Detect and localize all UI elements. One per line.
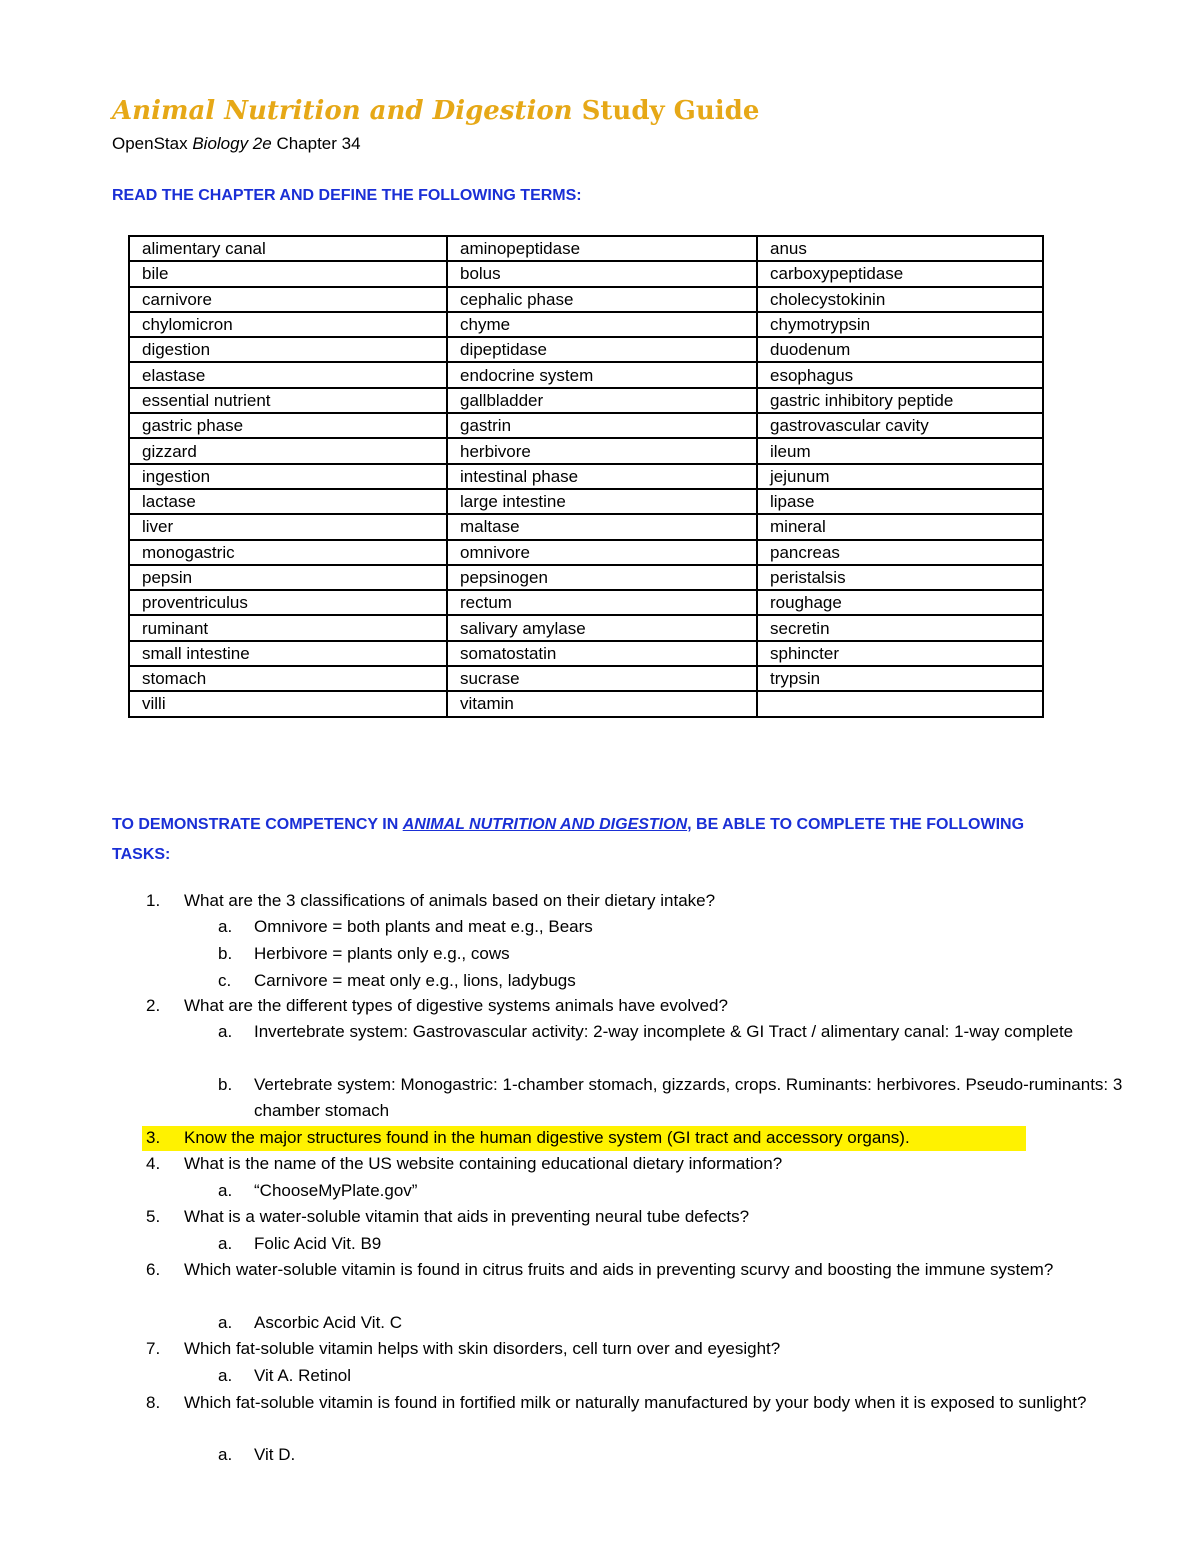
term-cell: bile <box>129 261 447 286</box>
terms-row <box>129 489 1043 514</box>
term-cell: large intestine <box>447 489 757 514</box>
term-cell: lactase <box>129 489 447 514</box>
term-cell: liver <box>129 514 447 539</box>
term-cell: ingestion <box>129 464 447 489</box>
task-number: 3. <box>146 1128 161 1147</box>
term-cell: carnivore <box>129 287 447 312</box>
tasks-heading-pre: TO DEMONSTRATE COMPETENCY IN <box>112 816 403 833</box>
term-cell: gastrin <box>447 413 757 438</box>
term-cell: gastric inhibitory peptide <box>757 388 1043 413</box>
answer-letter: a. <box>218 917 233 936</box>
term-cell: chyme <box>447 312 757 337</box>
subtitle-chapter: Chapter 34 <box>271 134 361 153</box>
answer-text: Carnivore = meat only e.g., lions, ladybugs <box>254 971 576 990</box>
task-number: 5. <box>146 1207 161 1226</box>
subtitle-book: Biology 2e <box>192 134 272 153</box>
term-cell: gallbladder <box>447 388 757 413</box>
terms-row <box>129 362 1043 387</box>
term-cell <box>757 691 1043 716</box>
task-text: What is the name of the US website containing educational dietary information? <box>184 1154 783 1173</box>
terms-row <box>129 641 1043 666</box>
term-cell: alimentary canal <box>129 236 447 261</box>
term-cell: sucrase <box>447 666 757 691</box>
terms-row <box>129 691 1043 716</box>
task-text: What are the 3 classifications of animals based on their dietary intake? <box>184 891 716 910</box>
term-cell: cholecystokinin <box>757 287 1043 312</box>
term-cell: aminopeptidase <box>447 236 757 261</box>
task-number: 2. <box>146 996 161 1015</box>
page-title <box>112 96 759 126</box>
terms-row <box>129 388 1043 413</box>
term-cell: gastric phase <box>129 413 447 438</box>
answer-text: Vertebrate system: Monogastric: 1-chamber stomach, gizzards, crops. Ruminants: herbivores. Pseudo-ruminants: 3 chamber stomach <box>254 1075 1123 1120</box>
term-cell: endocrine system <box>447 362 757 387</box>
term-cell: chylomicron <box>129 312 447 337</box>
answer-text: Ascorbic Acid Vit. C <box>254 1313 403 1332</box>
answer-text: “ChooseMyPlate.gov” <box>254 1181 418 1200</box>
term-cell: proventriculus <box>129 590 447 615</box>
terms-row <box>129 413 1043 438</box>
term-cell: somatostatin <box>447 641 757 666</box>
terms-row <box>129 236 1043 261</box>
terms-row <box>129 464 1043 489</box>
term-cell: villi <box>129 691 447 716</box>
terms-row <box>129 312 1043 337</box>
terms-row <box>129 666 1043 691</box>
term-cell: digestion <box>129 337 447 362</box>
task-number: 7. <box>146 1339 161 1358</box>
answer-text: Omnivore = both plants and meat e.g., Bears <box>254 917 593 936</box>
task-text: What is a water-soluble vitamin that aids in preventing neural tube defects? <box>184 1207 750 1226</box>
term-cell: secretin <box>757 615 1043 640</box>
term-cell: trypsin <box>757 666 1043 691</box>
term-cell: dipeptidase <box>447 337 757 362</box>
terms-row <box>129 438 1043 463</box>
terms-heading: READ THE CHAPTER AND DEFINE THE FOLLOWING TERMS: <box>112 187 582 204</box>
term-cell: pepsinogen <box>447 565 757 590</box>
term-cell: monogastric <box>129 540 447 565</box>
subtitle <box>112 134 361 154</box>
answer-text: Herbivore = plants only e.g., cows <box>254 944 510 963</box>
term-cell: anus <box>757 236 1043 261</box>
answer-letter: a. <box>218 1445 233 1464</box>
answer-letter: a. <box>218 1234 233 1253</box>
terms-table <box>128 235 1044 718</box>
task-number: 8. <box>146 1393 161 1412</box>
terms-row <box>129 565 1043 590</box>
term-cell: lipase <box>757 489 1043 514</box>
term-cell: pancreas <box>757 540 1043 565</box>
answer-letter: a. <box>218 1022 233 1041</box>
term-cell: ileum <box>757 438 1043 463</box>
terms-row <box>129 337 1043 362</box>
answer-text: Vit D. <box>254 1445 296 1464</box>
subtitle-pre: OpenStax <box>112 134 193 153</box>
task-text: Know the major structures found in the human digestive system (GI tract and accessory organs). <box>184 1128 910 1147</box>
term-cell: pepsin <box>129 565 447 590</box>
term-cell: intestinal phase <box>447 464 757 489</box>
tasks-heading-post: , BE ABLE TO COMPLETE THE FOLLOWING TASKS: <box>112 816 1025 863</box>
terms-row <box>129 590 1043 615</box>
answer-letter: a. <box>218 1313 233 1332</box>
term-cell: mineral <box>757 514 1043 539</box>
terms-row <box>129 287 1043 312</box>
term-cell: rectum <box>447 590 757 615</box>
tasks-heading <box>112 810 1072 870</box>
task-number: 1. <box>146 891 161 910</box>
answer-letter: c. <box>218 971 232 990</box>
answer-text: Vit A. Retinol <box>254 1366 352 1385</box>
term-cell: gastrovascular cavity <box>757 413 1043 438</box>
term-cell: sphincter <box>757 641 1043 666</box>
term-cell: duodenum <box>757 337 1043 362</box>
task-text: Which fat-soluble vitamin helps with skin disorders, cell turn over and eyesight? <box>184 1339 781 1358</box>
task-number: 4. <box>146 1154 161 1173</box>
title-rest: Study Guide <box>572 96 760 126</box>
term-cell: herbivore <box>447 438 757 463</box>
term-cell: essential nutrient <box>129 388 447 413</box>
term-cell: omnivore <box>447 540 757 565</box>
terms-row <box>129 261 1043 286</box>
term-cell: bolus <box>447 261 757 286</box>
task-number: 6. <box>146 1260 161 1279</box>
term-cell: elastase <box>129 362 447 387</box>
answer-letter: a. <box>218 1366 233 1385</box>
terms-row <box>129 514 1043 539</box>
task-text: Which water-soluble vitamin is found in citrus fruits and aids in preventing scurvy and boosting the immune system? <box>184 1260 1054 1279</box>
term-cell: chymotrypsin <box>757 312 1043 337</box>
term-cell: esophagus <box>757 362 1043 387</box>
term-cell: small intestine <box>129 641 447 666</box>
task-text: Which fat-soluble vitamin is found in fortified milk or naturally manufactured by your body when it is exposed to sunlight? <box>184 1393 1087 1412</box>
term-cell: vitamin <box>447 691 757 716</box>
term-cell: gizzard <box>129 438 447 463</box>
term-cell: peristalsis <box>757 565 1043 590</box>
answer-text: Folic Acid Vit. B9 <box>254 1234 382 1253</box>
tasks-heading-link[interactable]: ANIMAL NUTRITION AND DIGESTION <box>402 816 688 833</box>
term-cell: carboxypeptidase <box>757 261 1043 286</box>
terms-row <box>129 540 1043 565</box>
answer-letter: b. <box>218 944 233 963</box>
term-cell: stomach <box>129 666 447 691</box>
term-cell: jejunum <box>757 464 1043 489</box>
answer-text: Invertebrate system: Gastrovascular activity: 2-way incomplete & GI Tract / alimentary canal: 1-way complete <box>254 1022 1074 1041</box>
answer-letter: b. <box>218 1075 233 1094</box>
term-cell: ruminant <box>129 615 447 640</box>
task-text: What are the different types of digestive systems animals have evolved? <box>184 996 728 1015</box>
term-cell: cephalic phase <box>447 287 757 312</box>
term-cell: roughage <box>757 590 1043 615</box>
answer-letter: a. <box>218 1181 233 1200</box>
terms-row <box>129 615 1043 640</box>
term-cell: salivary amylase <box>447 615 757 640</box>
title-italic: Animal Nutrition and Digestion <box>112 96 573 126</box>
term-cell: maltase <box>447 514 757 539</box>
